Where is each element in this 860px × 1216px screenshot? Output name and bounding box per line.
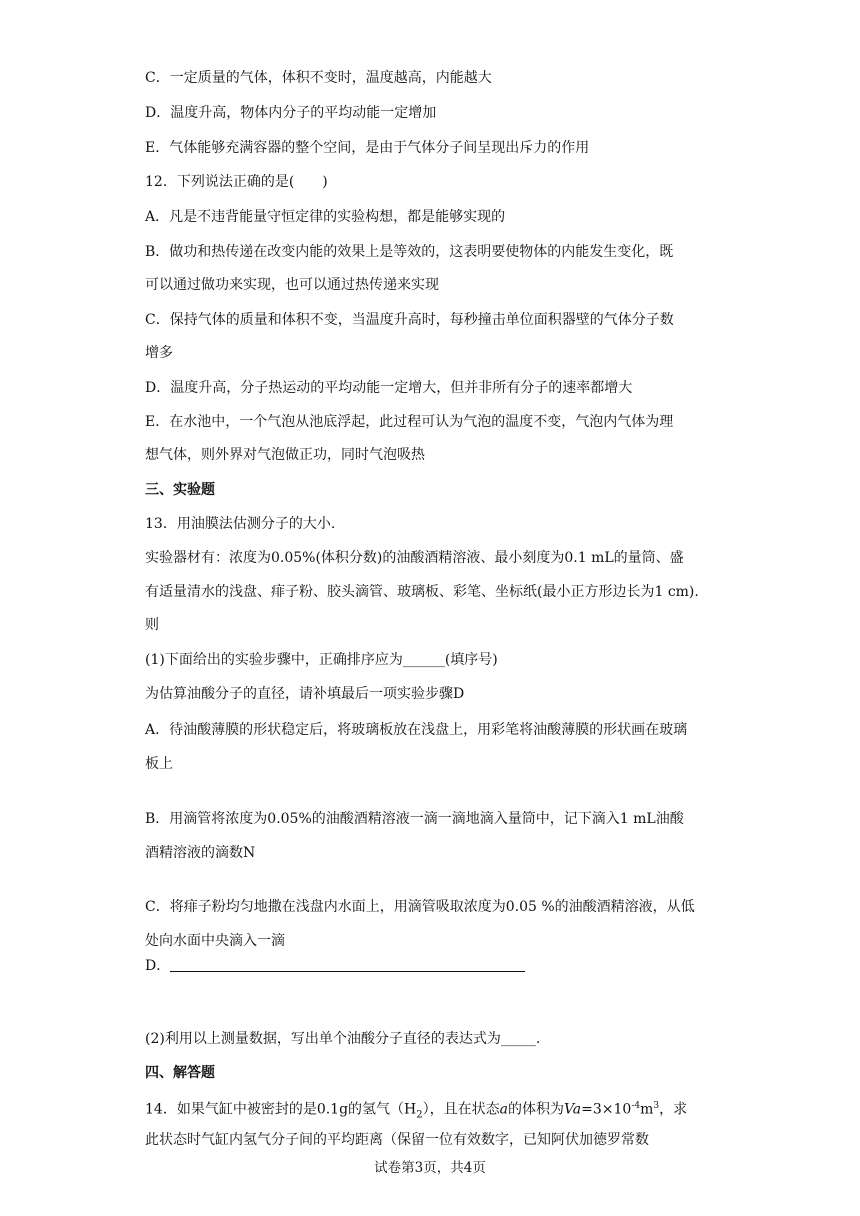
answer-blank[interactable]: [170, 957, 525, 972]
text-line: 有适量清水的浅盘、痱子粉、胶头滴管、玻璃板、彩笔、坐标纸(最小正方形边长为1 cm).: [145, 584, 699, 600]
text-line: D．温度升高，物体内分子的平均动能一定增加: [145, 105, 437, 121]
step-c: C．将痱子粉均匀地撒在浅盘内水面上，用滴管吸取浓度为0.05 %的油酸酒精溶液，从低: [145, 899, 695, 915]
question-14: 14．如果气缸中被密封的是0.1g的氢气$(H_2)$，且在状态a的体积为$Va=3\times 10^{-4}m^3$，求: [145, 1101, 688, 1121]
text-line: (2)利用以上测量数据，写出单个油酸分子直径的表达式为_____.: [145, 1031, 541, 1047]
text-line: 想气体，则外界对气泡做正功，同时气泡吸热: [145, 447, 425, 463]
text-line: 为估算油酸分子的直径，请补填最后一项实验步骤D: [145, 686, 465, 702]
text-line: 则: [145, 617, 159, 633]
text-line: E．在水池中，一个气泡从池底浮起，此过程可认为气泡的温度不变，气泡内气体为理: [145, 414, 674, 430]
text-line: 可以通过做功来实现，也可以通过热传递来实现: [145, 277, 439, 293]
section-heading: 三、实验题: [145, 482, 215, 498]
text-line: A．凡是不违背能量守恒定律的实验构想，都是能够实现的: [145, 209, 506, 225]
text-line: 增多: [145, 345, 173, 361]
text-line: 处向水面中央滴入一滴: [145, 933, 285, 949]
text-line: D．温度升高，分子热运动的平均动能一定增大，但并非所有分子的速率都增大: [145, 380, 633, 396]
text-line: 此状态时气缸内氢气分子间的平均距离（保留一位有效数字，已知阿伏加德罗常数: [145, 1132, 649, 1148]
page-footer: 试卷第3页，共4页: [374, 1160, 486, 1176]
text-line: C．一定质量的气体，体积不变时，温度越高，内能越大: [145, 70, 492, 86]
section-heading: 四、解答题: [145, 1065, 215, 1081]
text-line: B．做功和热传递在改变内能的效果上是等效的，这表明要使物体的内能发生变化，既: [145, 244, 674, 260]
text-line: C．保持气体的质量和体积不变，当温度升高时，每秒撞击单位面积器壁的气体分子数: [145, 312, 674, 328]
step-d: [145, 956, 525, 976]
text-line: 板上: [145, 756, 173, 772]
text-line: E．气体能够充满容器的整个空间，是由于气体分子间呈现出斥力的作用: [145, 140, 590, 156]
step-a: A．待油酸薄膜的形状稳定后，将玻璃板放在浅盘上，用彩笔将油酸薄膜的形状画在玻璃: [145, 722, 688, 738]
text-line: 酒精溶液的滴数N: [145, 845, 256, 861]
text-line: 实验器材有：浓度为0.05%(体积分数)的油酸酒精溶液、最小刻度为0.1 mL的量筒、盛: [145, 550, 684, 566]
step-d-label: D．: [145, 958, 171, 974]
step-b: B．用滴管将浓度为0.05%的油酸酒精溶液一滴一滴地滴入量筒中，记下滴入1 mL油酸: [145, 811, 684, 827]
question-13: 13．用油膜法估测分子的大小.: [145, 516, 336, 532]
question-12: 12．下列说法正确的是( ): [145, 174, 328, 190]
text-line: (1)下面给出的实验步骤中，正确排序应为______(填序号): [145, 652, 498, 668]
